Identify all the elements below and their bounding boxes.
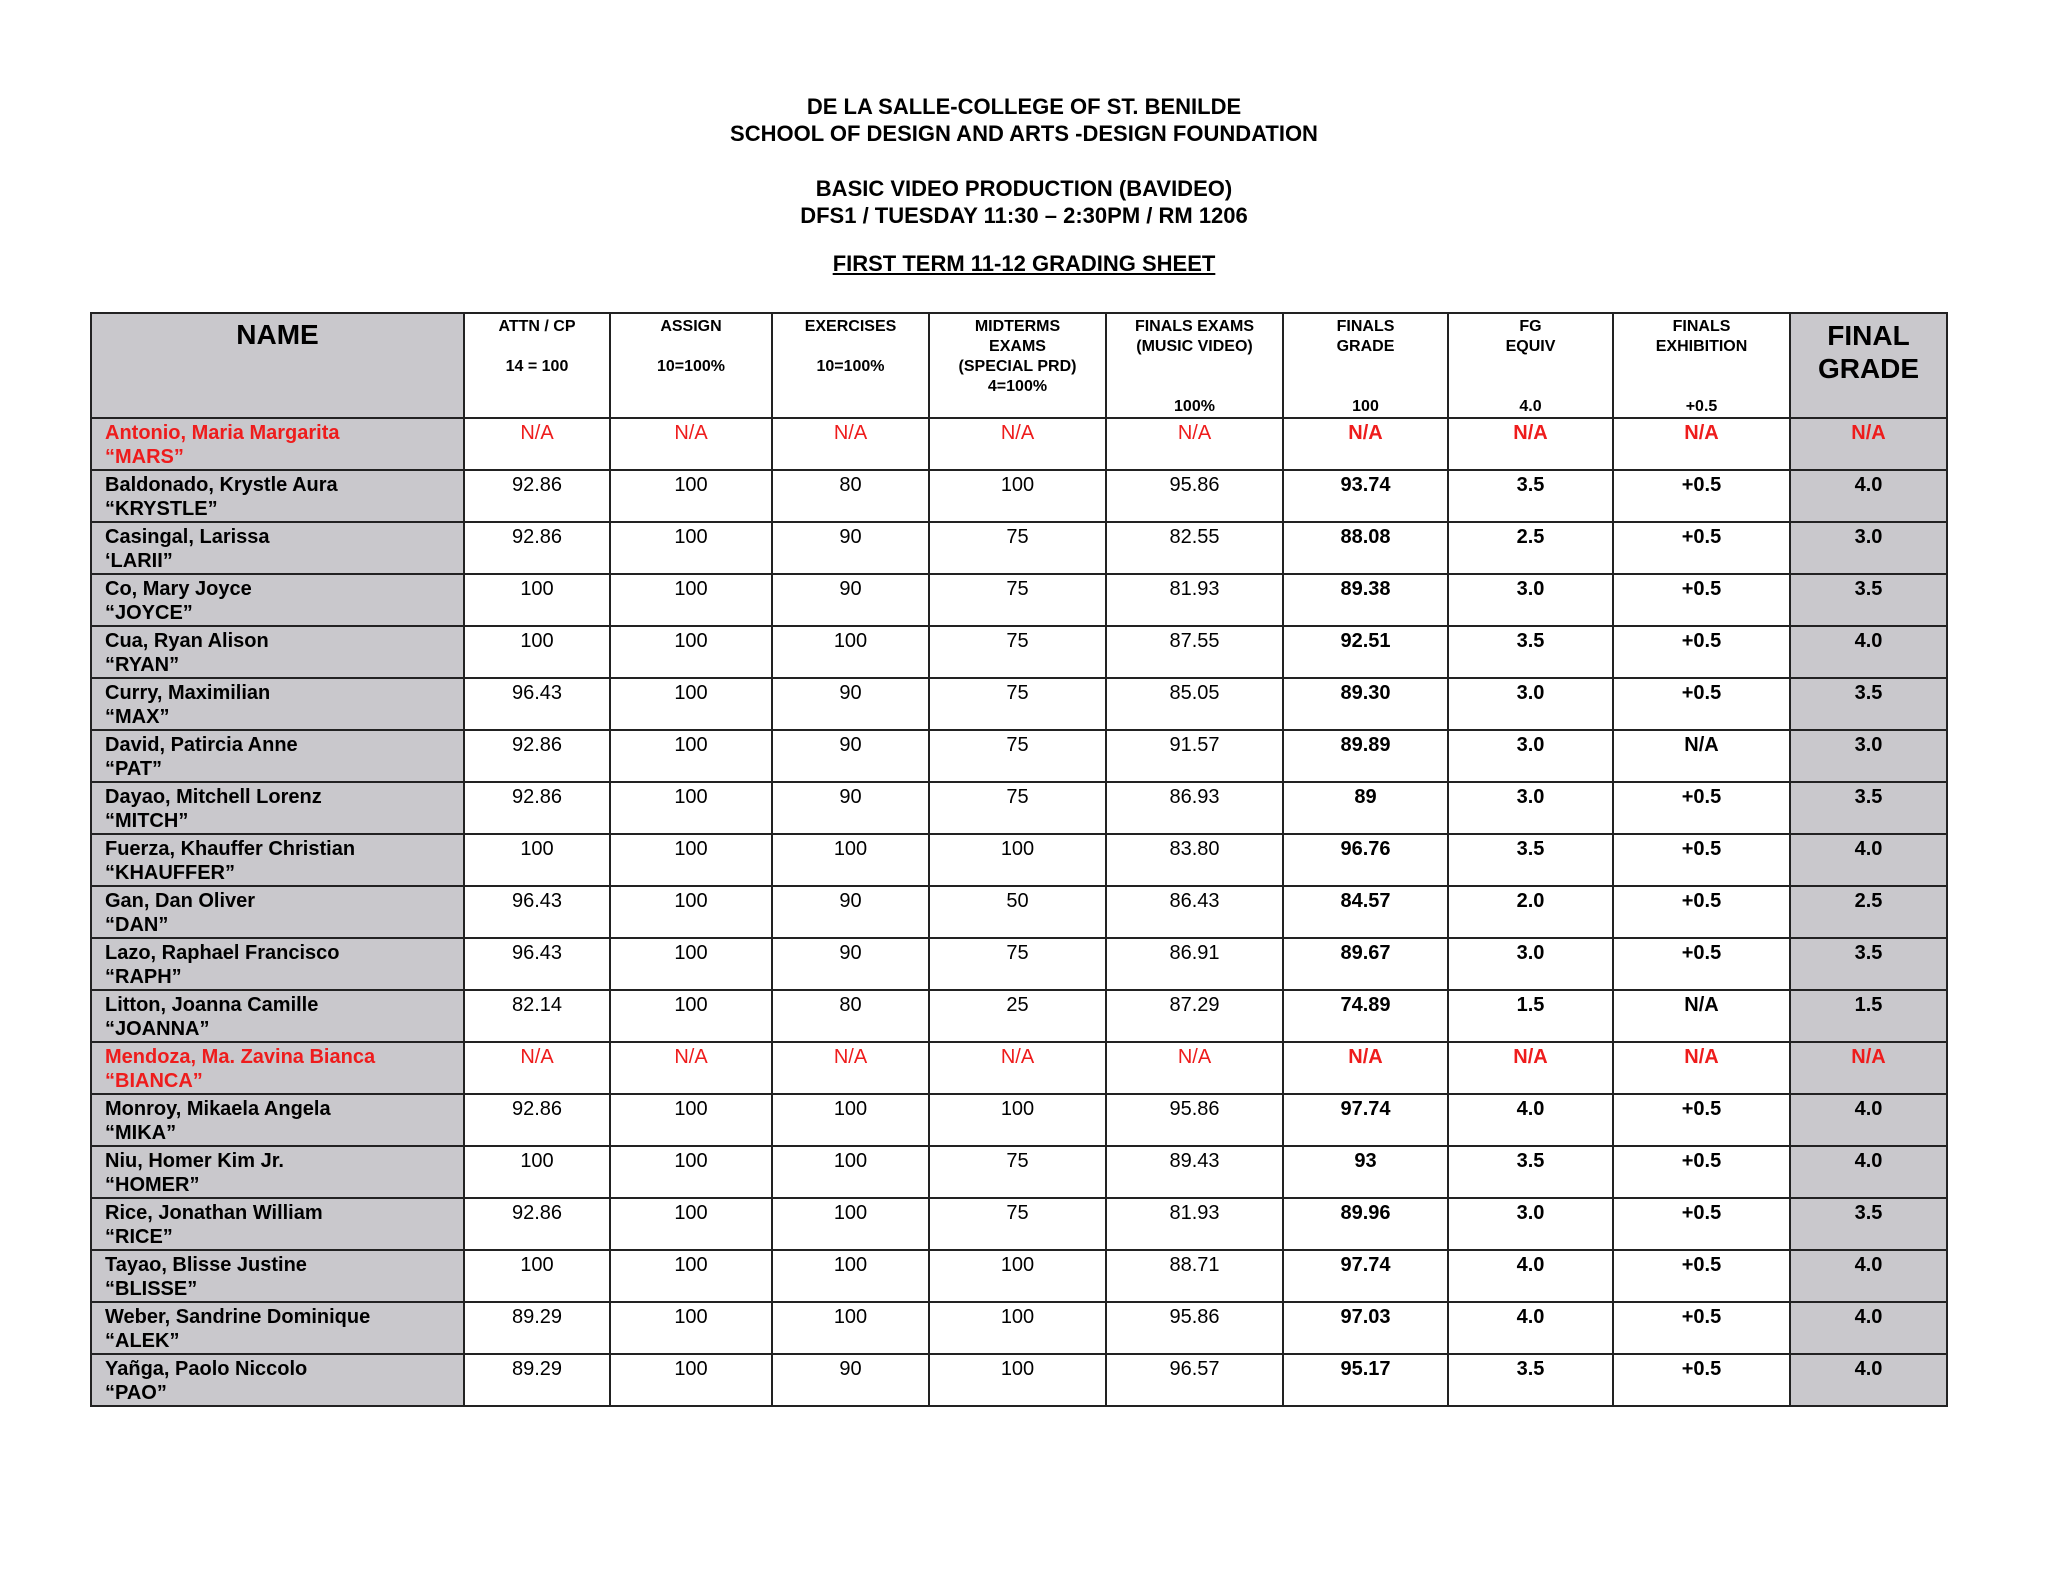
school-name: SCHOOL OF DESIGN AND ARTS -DESIGN FOUNDATION (730, 121, 1318, 146)
cell-finals-grade: N/A (1283, 418, 1448, 470)
cell-fg-equiv: 2.0 (1448, 886, 1613, 938)
cell-assign: 100 (610, 1146, 772, 1198)
cell-fg-equiv: 3.5 (1448, 626, 1613, 678)
cell-attn: 89.29 (464, 1354, 610, 1406)
student-name: Weber, Sandrine Dominique (105, 1306, 371, 1328)
cell-finals-exam: 95.86 (1106, 1094, 1283, 1146)
column-unit: 100% (1174, 398, 1215, 415)
cell-assign: 100 (610, 522, 772, 574)
student-nickname: “RAPH” (105, 966, 182, 988)
cell-fg-equiv: 4.0 (1448, 1302, 1613, 1354)
cell-exercises: 100 (772, 834, 929, 886)
cell-attn: 82.14 (464, 990, 610, 1042)
cell-fg-equiv: 3.0 (1448, 574, 1613, 626)
cell-finals-grade: 74.89 (1283, 990, 1448, 1042)
cell-final-grade: N/A (1790, 1042, 1947, 1094)
cell-finals-exam: 87.29 (1106, 990, 1283, 1042)
student-name-cell (91, 626, 464, 678)
cell-exhibition: +0.5 (1613, 470, 1790, 522)
cell-exercises: 80 (772, 470, 929, 522)
cell-midterms: 100 (929, 1250, 1106, 1302)
cell-exhibition: N/A (1613, 730, 1790, 782)
student-name-cell (91, 1302, 464, 1354)
cell-exercises: 90 (772, 574, 929, 626)
column-label: MIDTERMS EXAMS (SPECIAL PRD) (958, 318, 1077, 375)
cell-exhibition: N/A (1613, 1042, 1790, 1094)
cell-midterms: 100 (929, 1094, 1106, 1146)
cell-exercises: 100 (772, 1146, 929, 1198)
cell-assign: 100 (610, 782, 772, 834)
table-row (91, 574, 1947, 626)
cell-final-grade: N/A (1790, 418, 1947, 470)
cell-exercises: 90 (772, 886, 929, 938)
cell-midterms: N/A (929, 418, 1106, 470)
student-name: Tayao, Blisse Justine (105, 1254, 307, 1276)
cell-final-grade: 1.5 (1790, 990, 1947, 1042)
cell-finals-exam: 86.43 (1106, 886, 1283, 938)
cell-fg-equiv: 3.5 (1448, 1354, 1613, 1406)
cell-exhibition: +0.5 (1613, 626, 1790, 678)
student-name: Dayao, Mitchell Lorenz (105, 786, 322, 808)
column-header-midterms (929, 313, 1106, 418)
cell-assign: 100 (610, 886, 772, 938)
table-row (91, 990, 1947, 1042)
cell-assign: 100 (610, 730, 772, 782)
cell-exhibition: N/A (1613, 990, 1790, 1042)
cell-finals-exam: 87.55 (1106, 626, 1283, 678)
student-name: Fuerza, Khauffer Christian (105, 838, 356, 860)
table-row (91, 1302, 1947, 1354)
table-row (91, 418, 1947, 470)
cell-assign: 100 (610, 1094, 772, 1146)
cell-finals-exam: N/A (1106, 418, 1283, 470)
student-nickname: “MITCH” (105, 810, 189, 832)
column-unit: 4=100% (987, 378, 1048, 395)
cell-finals-grade: 93 (1283, 1146, 1448, 1198)
cell-finals-grade: 89.89 (1283, 730, 1448, 782)
cell-exercises: 100 (772, 1250, 929, 1302)
cell-assign: 100 (610, 678, 772, 730)
cell-finals-grade: 97.74 (1283, 1094, 1448, 1146)
cell-final-grade: 4.0 (1790, 1094, 1947, 1146)
cell-finals-exam: 81.93 (1106, 574, 1283, 626)
student-name-cell (91, 1094, 464, 1146)
cell-finals-exam: 91.57 (1106, 730, 1283, 782)
cell-fg-equiv: 4.0 (1448, 1094, 1613, 1146)
cell-finals-grade: 89.30 (1283, 678, 1448, 730)
table-row (91, 1250, 1947, 1302)
cell-finals-grade: 97.74 (1283, 1250, 1448, 1302)
cell-attn: 92.86 (464, 470, 610, 522)
cell-final-grade: 3.5 (1790, 574, 1947, 626)
table-row (91, 1198, 1947, 1250)
student-name: Rice, Jonathan William (105, 1202, 323, 1224)
table-row (91, 1354, 1947, 1406)
cell-attn: 89.29 (464, 1302, 610, 1354)
cell-finals-grade: 89.38 (1283, 574, 1448, 626)
column-header-fg-equiv (1448, 313, 1613, 418)
column-unit: 100 (1352, 398, 1379, 415)
cell-attn: N/A (464, 418, 610, 470)
cell-fg-equiv: 3.5 (1448, 1146, 1613, 1198)
cell-exhibition: +0.5 (1613, 678, 1790, 730)
student-nickname: “BLISSE” (105, 1278, 198, 1300)
student-nickname: “JOYCE” (105, 602, 193, 624)
student-name: Yañga, Paolo Niccolo (105, 1358, 308, 1380)
student-name: Casingal, Larissa (105, 526, 270, 548)
cell-midterms: 100 (929, 1354, 1106, 1406)
table-row (91, 522, 1947, 574)
column-label: FG EQUIV (1505, 318, 1556, 355)
column-label: NAME (236, 319, 319, 350)
cell-fg-equiv: 3.0 (1448, 938, 1613, 990)
cell-attn: 92.86 (464, 522, 610, 574)
student-nickname: “RICE” (105, 1226, 173, 1248)
student-name-cell (91, 678, 464, 730)
column-header-exercises (772, 313, 929, 418)
cell-exercises: 90 (772, 678, 929, 730)
cell-midterms: 75 (929, 626, 1106, 678)
cell-assign: 100 (610, 470, 772, 522)
cell-attn: 92.86 (464, 1094, 610, 1146)
sheet-title: FIRST TERM 11-12 GRADING SHEET (832, 251, 1216, 276)
student-name: Baldonado, Krystle Aura (105, 474, 338, 496)
cell-exercises: 90 (772, 938, 929, 990)
cell-attn: 100 (464, 1146, 610, 1198)
column-label: ASSIGN (660, 318, 722, 335)
cell-finals-exam: 85.05 (1106, 678, 1283, 730)
cell-finals-exam: 86.91 (1106, 938, 1283, 990)
cell-finals-exam: 89.43 (1106, 1146, 1283, 1198)
column-unit: +0.5 (1685, 398, 1718, 415)
student-name-cell (91, 938, 464, 990)
cell-midterms: 75 (929, 782, 1106, 834)
table-row (91, 834, 1947, 886)
cell-exercises: N/A (772, 1042, 929, 1094)
student-nickname: “RYAN” (105, 654, 180, 676)
cell-exercises: 100 (772, 1302, 929, 1354)
cell-fg-equiv: 3.0 (1448, 678, 1613, 730)
student-name-cell (91, 1250, 464, 1302)
cell-fg-equiv: N/A (1448, 418, 1613, 470)
cell-exercises: 100 (772, 1094, 929, 1146)
cell-fg-equiv: 4.0 (1448, 1250, 1613, 1302)
cell-exhibition: +0.5 (1613, 574, 1790, 626)
cell-final-grade: 3.5 (1790, 938, 1947, 990)
cell-fg-equiv: N/A (1448, 1042, 1613, 1094)
cell-exhibition: +0.5 (1613, 938, 1790, 990)
cell-exhibition: +0.5 (1613, 1146, 1790, 1198)
student-name-cell (91, 470, 464, 522)
student-name: Antonio, Maria Margarita (105, 422, 340, 444)
cell-final-grade: 3.0 (1790, 522, 1947, 574)
table-row (91, 938, 1947, 990)
table-row (91, 1094, 1947, 1146)
cell-fg-equiv: 3.0 (1448, 1198, 1613, 1250)
cell-exercises: 90 (772, 1354, 929, 1406)
student-nickname: “HOMER” (105, 1174, 200, 1196)
student-nickname: “PAO” (105, 1382, 167, 1404)
student-name: Mendoza, Ma. Zavina Bianca (105, 1046, 376, 1068)
cell-exhibition: +0.5 (1613, 834, 1790, 886)
cell-attn: 92.86 (464, 730, 610, 782)
cell-midterms: 75 (929, 730, 1106, 782)
student-nickname: “MIKA” (105, 1122, 177, 1144)
cell-finals-exam: 95.86 (1106, 470, 1283, 522)
cell-midterms: 75 (929, 522, 1106, 574)
column-header-name (91, 313, 464, 418)
cell-finals-exam: N/A (1106, 1042, 1283, 1094)
cell-finals-exam: 82.55 (1106, 522, 1283, 574)
cell-finals-grade: 89.96 (1283, 1198, 1448, 1250)
cell-finals-grade: 95.17 (1283, 1354, 1448, 1406)
student-name-cell (91, 418, 464, 470)
cell-attn: N/A (464, 1042, 610, 1094)
cell-midterms: 50 (929, 886, 1106, 938)
cell-midterms: 100 (929, 834, 1106, 886)
cell-attn: 100 (464, 574, 610, 626)
student-name: Co, Mary Joyce (105, 578, 252, 600)
cell-assign: 100 (610, 1354, 772, 1406)
table-body (91, 418, 1947, 1406)
cell-exhibition: +0.5 (1613, 1302, 1790, 1354)
table-row (91, 626, 1947, 678)
cell-finals-exam: 86.93 (1106, 782, 1283, 834)
table-row (91, 678, 1947, 730)
student-name-cell (91, 730, 464, 782)
cell-midterms: 75 (929, 1146, 1106, 1198)
cell-exercises: 80 (772, 990, 929, 1042)
column-unit: 4.0 (1519, 398, 1542, 415)
cell-assign: 100 (610, 1198, 772, 1250)
student-nickname: “JOANNA” (105, 1018, 210, 1040)
cell-exhibition: +0.5 (1613, 1354, 1790, 1406)
column-label: FINALS GRADE (1336, 318, 1395, 355)
cell-attn: 92.86 (464, 1198, 610, 1250)
column-header-finals-exam (1106, 313, 1283, 418)
cell-finals-grade: 97.03 (1283, 1302, 1448, 1354)
cell-attn: 100 (464, 834, 610, 886)
student-nickname: “KRYSTLE” (105, 498, 218, 520)
student-name-cell (91, 782, 464, 834)
cell-attn: 96.43 (464, 886, 610, 938)
cell-assign: 100 (610, 1250, 772, 1302)
table-header (91, 313, 1947, 418)
cell-final-grade: 4.0 (1790, 626, 1947, 678)
cell-fg-equiv: 2.5 (1448, 522, 1613, 574)
cell-final-grade: 3.0 (1790, 730, 1947, 782)
student-nickname: “MAX” (105, 706, 170, 728)
student-name: Litton, Joanna Camille (105, 994, 319, 1016)
cell-midterms: 75 (929, 1198, 1106, 1250)
table-row (91, 1146, 1947, 1198)
column-header-final-grade (1790, 313, 1947, 418)
student-name-cell (91, 834, 464, 886)
student-name: Curry, Maximilian (105, 682, 271, 704)
student-name-cell (91, 1042, 464, 1094)
student-name: Lazo, Raphael Francisco (105, 942, 340, 964)
cell-finals-grade: 89 (1283, 782, 1448, 834)
cell-exhibition: +0.5 (1613, 1094, 1790, 1146)
student-name-cell (91, 1146, 464, 1198)
cell-final-grade: 3.5 (1790, 678, 1947, 730)
column-label: FINALS EXHIBITION (1655, 318, 1748, 355)
table-row (91, 782, 1947, 834)
student-name-cell (91, 990, 464, 1042)
course-title: BASIC VIDEO PRODUCTION (BAVIDEO) (815, 176, 1233, 201)
cell-finals-grade: 84.57 (1283, 886, 1448, 938)
section-schedule: DFS1 / TUESDAY 11:30 – 2:30PM / RM 1206 (800, 203, 1248, 228)
cell-finals-exam: 88.71 (1106, 1250, 1283, 1302)
cell-final-grade: 4.0 (1790, 1354, 1947, 1406)
cell-exercises: 100 (772, 626, 929, 678)
student-name-cell (91, 522, 464, 574)
cell-assign: 100 (610, 834, 772, 886)
student-nickname: “MARS” (105, 446, 184, 468)
cell-midterms: 100 (929, 1302, 1106, 1354)
cell-finals-grade: 89.67 (1283, 938, 1448, 990)
grading-table (90, 312, 1948, 1407)
cell-assign: 100 (610, 574, 772, 626)
student-name: Gan, Dan Oliver (105, 890, 256, 912)
cell-attn: 96.43 (464, 678, 610, 730)
cell-exercises: 100 (772, 1198, 929, 1250)
cell-finals-grade: 96.76 (1283, 834, 1448, 886)
cell-exercises: 90 (772, 782, 929, 834)
cell-fg-equiv: 3.0 (1448, 782, 1613, 834)
cell-final-grade: 2.5 (1790, 886, 1947, 938)
cell-assign: 100 (610, 990, 772, 1042)
student-name: David, Patircia Anne (105, 734, 298, 756)
column-header-assign (610, 313, 772, 418)
cell-final-grade: 4.0 (1790, 834, 1947, 886)
cell-finals-exam: 95.86 (1106, 1302, 1283, 1354)
column-header-attn (464, 313, 610, 418)
cell-fg-equiv: 3.5 (1448, 834, 1613, 886)
cell-assign: 100 (610, 938, 772, 990)
table-row (91, 1042, 1947, 1094)
column-label: FINAL GRADE (1817, 320, 1920, 384)
column-unit: 14 = 100 (505, 358, 569, 375)
cell-finals-grade: 88.08 (1283, 522, 1448, 574)
table-row (91, 886, 1947, 938)
column-unit: 10=100% (816, 358, 885, 375)
cell-final-grade: 4.0 (1790, 1250, 1947, 1302)
cell-finals-grade: 93.74 (1283, 470, 1448, 522)
student-name: Cua, Ryan Alison (105, 630, 269, 652)
cell-midterms: 75 (929, 574, 1106, 626)
cell-final-grade: 4.0 (1790, 1146, 1947, 1198)
cell-exercises: N/A (772, 418, 929, 470)
cell-attn: 92.86 (464, 782, 610, 834)
cell-exhibition: +0.5 (1613, 782, 1790, 834)
student-nickname: “BIANCA” (105, 1070, 203, 1092)
cell-finals-exam: 81.93 (1106, 1198, 1283, 1250)
cell-finals-grade: 92.51 (1283, 626, 1448, 678)
college-name: DE LA SALLE-COLLEGE OF ST. BENILDE (806, 94, 1242, 119)
cell-fg-equiv: 3.0 (1448, 730, 1613, 782)
cell-midterms: N/A (929, 1042, 1106, 1094)
table-row (91, 470, 1947, 522)
column-label: FINALS EXAMS (MUSIC VIDEO) (1134, 318, 1255, 355)
cell-finals-exam: 83.80 (1106, 834, 1283, 886)
column-header-finals-grade (1283, 313, 1448, 418)
student-nickname: “PAT” (105, 758, 163, 780)
cell-final-grade: 4.0 (1790, 1302, 1947, 1354)
cell-final-grade: 3.5 (1790, 1198, 1947, 1250)
column-unit: 10=100% (656, 358, 726, 375)
column-label: ATTN / CP (498, 318, 576, 335)
student-name: Niu, Homer Kim Jr. (105, 1150, 284, 1172)
cell-exercises: 90 (772, 730, 929, 782)
cell-midterms: 25 (929, 990, 1106, 1042)
student-name-cell (91, 1198, 464, 1250)
cell-final-grade: 4.0 (1790, 470, 1947, 522)
cell-assign: 100 (610, 1302, 772, 1354)
student-name-cell (91, 886, 464, 938)
cell-final-grade: 3.5 (1790, 782, 1947, 834)
cell-exhibition: +0.5 (1613, 1198, 1790, 1250)
cell-attn: 100 (464, 1250, 610, 1302)
header-row (91, 313, 1947, 418)
student-nickname: “ALEK” (105, 1330, 180, 1352)
cell-finals-grade: N/A (1283, 1042, 1448, 1094)
cell-exhibition: +0.5 (1613, 1250, 1790, 1302)
cell-fg-equiv: 3.5 (1448, 470, 1613, 522)
student-nickname: “DAN” (105, 914, 169, 936)
cell-assign: N/A (610, 418, 772, 470)
cell-exhibition: N/A (1613, 418, 1790, 470)
student-nickname: ‘LARII” (105, 550, 173, 572)
cell-exhibition: +0.5 (1613, 886, 1790, 938)
cell-exercises: 90 (772, 522, 929, 574)
cell-assign: N/A (610, 1042, 772, 1094)
table-row (91, 730, 1947, 782)
cell-midterms: 75 (929, 678, 1106, 730)
cell-midterms: 75 (929, 938, 1106, 990)
cell-attn: 96.43 (464, 938, 610, 990)
student-nickname: “KHAUFFER” (105, 862, 235, 884)
cell-exhibition: +0.5 (1613, 522, 1790, 574)
cell-fg-equiv: 1.5 (1448, 990, 1613, 1042)
cell-assign: 100 (610, 626, 772, 678)
cell-attn: 100 (464, 626, 610, 678)
cell-midterms: 100 (929, 470, 1106, 522)
cell-finals-exam: 96.57 (1106, 1354, 1283, 1406)
student-name-cell (91, 574, 464, 626)
column-label: EXERCISES (804, 318, 897, 335)
student-name: Monroy, Mikaela Angela (105, 1098, 331, 1120)
student-name-cell (91, 1354, 464, 1406)
column-header-exhibition (1613, 313, 1790, 418)
